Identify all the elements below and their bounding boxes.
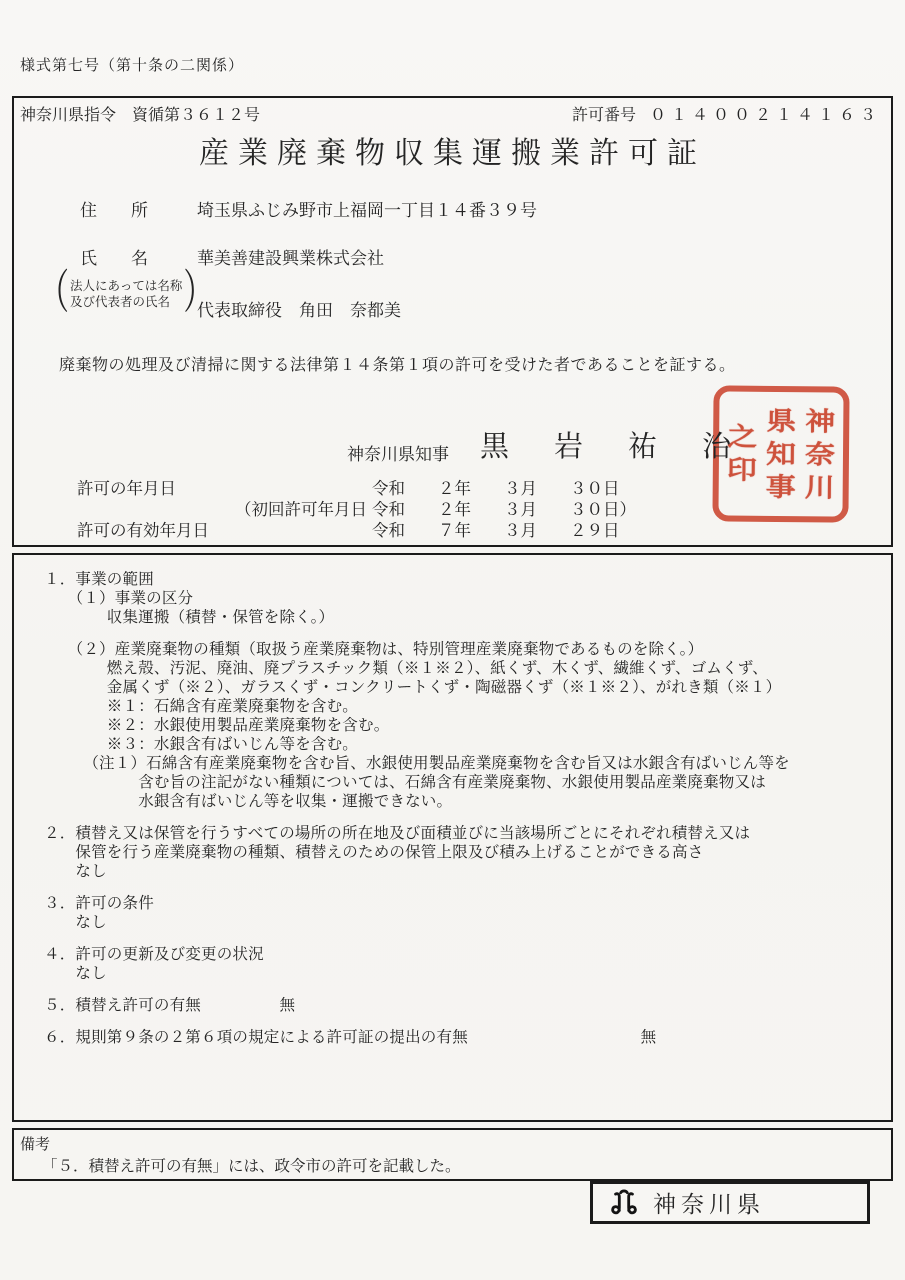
- prefecture-name: 神奈川県: [653, 1192, 765, 1217]
- body-line: ※１：石綿含有産業廃棄物を含む。: [44, 698, 359, 715]
- governor-title: 神奈川県知事: [347, 445, 449, 464]
- body-line: 燃え殻、汚泥、廃油、廃プラスチック類（※１※２）、紙くず、木くず、繊維くず、ゴムくず、: [44, 660, 768, 677]
- certificate-upper-box: [12, 96, 893, 547]
- valid-date-value: 令和 ７年 ３月 ２９日: [372, 521, 620, 540]
- name-label: 氏 名: [80, 249, 148, 268]
- open-paren: （: [39, 267, 69, 319]
- body-line: なし: [44, 914, 107, 931]
- body-line: ※２：水銀使用製品産業廃棄物を含む。: [44, 717, 390, 734]
- permit-date-value: 令和 ２年 ３月 ３０日: [372, 479, 620, 498]
- valid-date-label: 許可の有効年月日: [77, 521, 209, 540]
- seal-column: 之 印: [726, 422, 757, 485]
- certification-statement: 廃棄物の処理及び清掃に関する法律第１４条第１項の許可を受けた者であることを証する。: [59, 357, 736, 374]
- body-line: なし: [44, 965, 107, 982]
- body-line: [44, 881, 873, 894]
- body-line: 金属くず（※２）、ガラスくず・コンクリートくず・陶磁器くず（※１※２）、がれき類（※１）: [44, 679, 782, 696]
- governor-name: 黒 岩 祐 治: [480, 431, 740, 463]
- document-title: 産業廃棄物収集運搬業許可証: [199, 137, 706, 170]
- seal-column: 県 知 事: [765, 406, 797, 502]
- close-paren: ）: [183, 267, 214, 319]
- prefecture-box: [590, 1181, 870, 1224]
- permit-number-value: ０１４００２１４１６３: [649, 107, 881, 124]
- body-line: ６．規則第９条の２第６項の規定による許可証の提出の有無 無: [44, 1029, 657, 1046]
- representative-note-text: 法人にあっては名称 及び代表者の氏名: [70, 279, 183, 309]
- body-line: １．事業の範囲: [44, 571, 154, 588]
- remarks-label: 備考: [20, 1137, 51, 1153]
- body-line: 含む旨の注記がない種類については、石綿含有産業廃棄物、水銀使用製品産業廃棄物又は: [44, 774, 766, 791]
- initial-permit-date-label: （初回許可年月日: [235, 500, 367, 519]
- body-line: ２．積替え又は保管を行うすべての場所の所在地及び面積並びに当該場所ごとにそれぞれ積替え又は: [44, 825, 751, 842]
- remarks-box: [12, 1128, 893, 1181]
- body-line: [44, 627, 873, 640]
- body-line: ３．許可の条件: [44, 895, 154, 912]
- address-value: 埼玉県ふじみ野市上福岡一丁目１４番３９号: [197, 201, 537, 220]
- body-line: ※３：水銀含有ばいじん等を含む。: [44, 736, 359, 753]
- body-line: （注１）石綿含有産業廃棄物を含む旨、水銀使用製品産業廃棄物を含む旨又は水銀含有ばいじん等を: [44, 755, 790, 772]
- body-line: [44, 1015, 873, 1028]
- body-lines: [44, 570, 873, 1047]
- seal-column: 神 奈 川: [804, 406, 836, 502]
- body-line: ４．許可の更新及び変更の状況: [44, 946, 264, 963]
- body-line: （１）事業の区分: [44, 590, 194, 607]
- company-name: 華美善建設興業株式会社: [197, 249, 384, 268]
- certificate-body-box: [12, 553, 893, 1122]
- body-line: 保管を行う産業廃棄物の種類、積替えのための保管上限及び積み上げることができる高さ: [44, 844, 704, 861]
- address-label: 住 所: [80, 201, 148, 220]
- initial-permit-date-value: 令和 ２年 ３月 ３０日）: [372, 500, 636, 519]
- body-line: なし: [44, 863, 107, 880]
- kanagawa-emblem-icon: [609, 1188, 639, 1218]
- form-number: 様式第七号（第十条の二関係）: [20, 58, 245, 74]
- permit-number: [572, 102, 881, 125]
- permit-date-label: 許可の年月日: [77, 479, 176, 498]
- representative-name: 代表取締役 角田 奈都美: [197, 301, 401, 320]
- body-line: [44, 983, 873, 996]
- body-line: 水銀含有ばいじん等を収集・運搬できない。: [44, 793, 453, 810]
- prefecture-box-inner: [593, 1184, 867, 1221]
- directive-number: 神奈川県指令 資循第３６１２号: [20, 107, 261, 124]
- representative-note: [38, 267, 214, 319]
- remarks-text: 「５．積替え許可の有無」には、政令市の許可を記載した。: [42, 1158, 461, 1175]
- body-line: [44, 811, 873, 824]
- body-line: [44, 932, 873, 945]
- permit-number-label: 許可番号: [571, 107, 636, 124]
- body-line: （２）産業廃棄物の種類（取扱う産業廃棄物は、特別管理産業廃棄物であるものを除く。）: [44, 641, 704, 658]
- body-line: ５．積替え許可の有無 無: [44, 997, 296, 1014]
- body-line: 収集運搬（積替・保管を除く。）: [44, 609, 335, 626]
